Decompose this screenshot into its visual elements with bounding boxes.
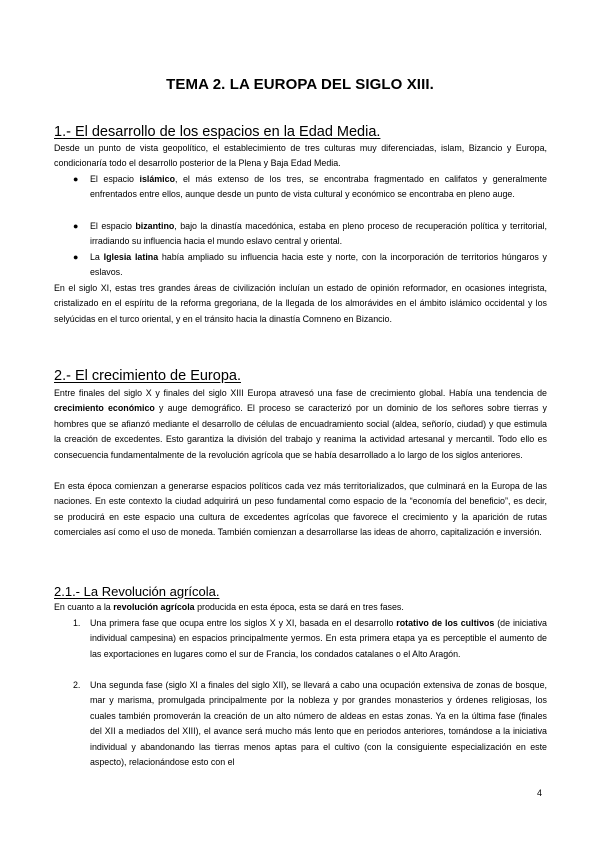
section-2-1-intro: En cuanto a la revolución agrícola producida en esta época, esta se dará en tres fases. <box>54 602 404 612</box>
section-1-heading: 1.- El desarrollo de los espacios en la Edad Media. <box>54 124 381 140</box>
bullet-item-byzantine: El espacio bizantino, bajo la dinastía macedónica, estaba en pleno proceso de recuperación política y territorial, irradiando su influencia hacia el mundo eslavo central y oriental. <box>90 221 547 247</box>
page-title: TEMA 2. LA EUROPA DEL SIGLO XIII. <box>166 76 434 93</box>
section-1-closing: En el siglo XI, estas tres grandes áreas de civilización incluían un estado de opinión reformador, en ocasiones integrista, cristalizado en el espíritu de la reforma gregoriana, de la llegada de los almorávides en el ámbito islámico occidental y los selyúcidas en el turco oriental, y en el tránsito hacia la dinastía Comneno en Bizancio. <box>54 283 547 324</box>
bullet-item-islamic: El espacio islámico, el más extenso de los tres, se encontraba fragmentado en califatos y generalmente enfrentados entre ellos, aunque desde un punto de vista cultural y económico se encontraba en pleno auge. <box>90 174 547 200</box>
section-2-1-heading: 2.1.- La Revolución agrícola. <box>54 584 220 599</box>
page-number: 4 <box>537 788 543 798</box>
bullet-icon: ● <box>73 174 79 184</box>
section-1-intro: Desde un punto de vista geopolítico, el establecimiento de tres culturas muy diferenciadas, islam, Bizancio y Europa, condicionaría todo el desarrollo posterior de la Plena y Baja Edad Media. <box>54 143 547 169</box>
list-number: 1. <box>73 618 81 628</box>
section-2-heading: 2.- El crecimiento de Europa. <box>54 368 241 384</box>
bullet-icon: ● <box>73 252 79 262</box>
bullet-item-latin-church: La Iglesia latina había ampliado su influencia hacia este y norte, con la incorporación de territorios húngaros y eslavos. <box>90 252 547 278</box>
list-item-phase-2: Una segunda fase (siglo XI a finales del siglo XII), se llevará a cabo una ocupación extensiva de zonas de bosque, mar y marisma, promulgada principalmente por la nobleza y por grandes monasterios y órdenes religiosas, los cuales también promoverán la creación de un alto número de aldeas en estas zonas. Ya en la última fase (finales del XII a mediados del XIII), el avance será mucho más lento que en periodos anteriores, tomándose a la iniciativa individual y abandonando las tierras menos aptas para el cultivo (con la consiguiente especialización en este aspecto), relacionándose esto con el <box>90 680 547 768</box>
list-number: 2. <box>73 680 81 690</box>
section-2-paragraph-2: En esta época comienzan a generarse espacios políticos cada vez más territorializados, que culminará en la Europa de las naciones. En este contexto la ciudad adquirirá un peso fundamental como espacio de la “economía del beneficio”, es decir, se producirá en este espacio una cultura de excedentes agrícolas que favorece el crecimiento y la aparición de rutas comerciales así como el uso de moneda. También comienzan a desarrollarse las ideas de ahorro, capitalización e inversión. <box>54 481 547 538</box>
bullet-icon: ● <box>73 221 79 231</box>
list-item-phase-1: Una primera fase que ocupa entre los siglos X y XI, basada en el desarrollo rotativo de los cultivos (de iniciativa individual campesina) en espacios principalmente yermos. En esta primera etapa ya es perceptible el aumento de las exportaciones en lugares como el sur de Francia, los condados catalanes o el Alto Aragón. <box>90 618 547 659</box>
section-2-paragraph-1: Entre finales del siglo X y finales del siglo XIII Europa atravesó una fase de crecimiento global. Había una tendencia de crecimiento económico y auge demográfico. El proceso se caracterizó por un dominio de los señores sobre tierras y hombres que se afianzó mediante el desarrollo de células de encuadramiento social (aldea, señorío, ciudad) y que estimula la creación de excedentes. Esto garantiza la división del trabajo y reanima la actividad artesanal y mercantil. Todo ello es consecuencia fundamentalmente de la revolución agrícola que se había desarrollado a lo largo de los siglos anteriores. <box>54 388 547 460</box>
